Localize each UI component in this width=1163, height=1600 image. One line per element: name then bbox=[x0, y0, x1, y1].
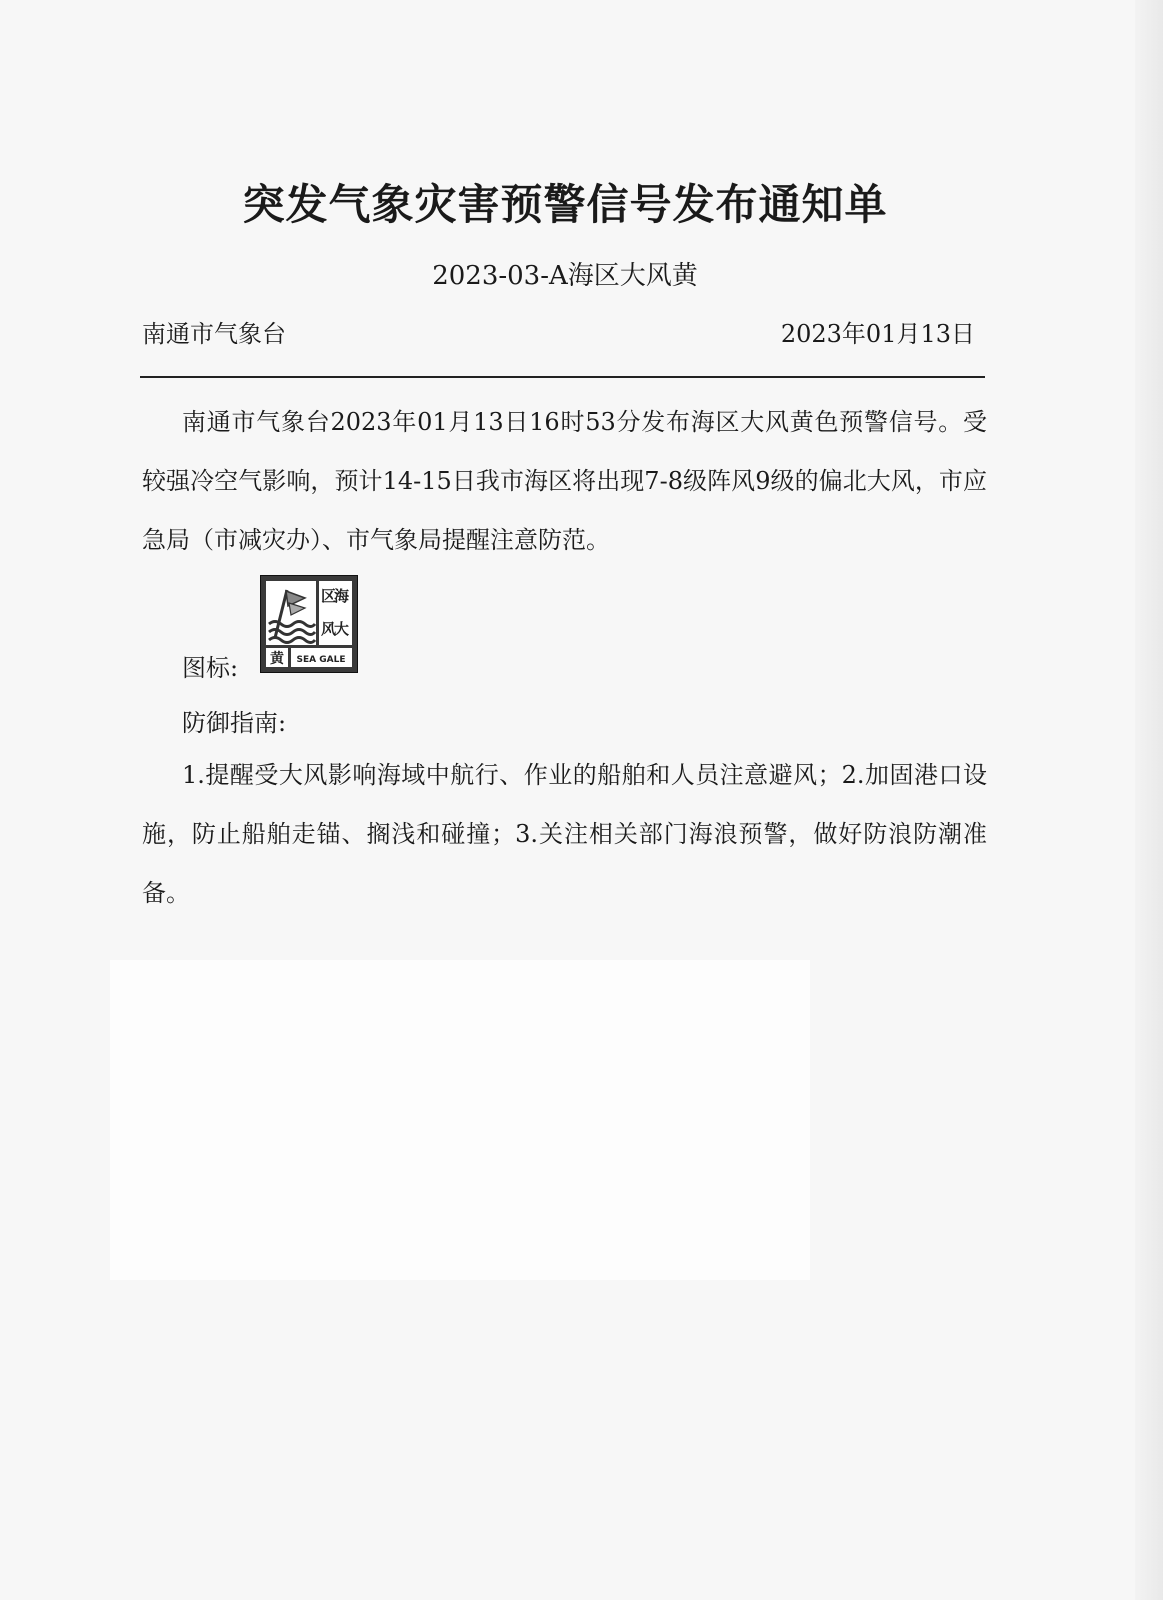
sea-gale-warning-icon bbox=[260, 575, 358, 673]
defense-guide-heading: 防御指南: bbox=[182, 709, 287, 737]
scan-light-patch bbox=[110, 960, 810, 1280]
sea-gale-icon-graphic bbox=[261, 576, 357, 672]
icon-label: 图标: bbox=[182, 654, 239, 682]
defense-guide-paragraph: 1.提醒受大风影响海域中航行、作业的船舶和人员注意避风；2.加固港口设施，防止船舶走锚、搁浅和碰撞；3.关注相关部门海浪预警，做好防浪防潮准备。 bbox=[142, 761, 987, 907]
icon-en-text: SEA GALE bbox=[296, 655, 346, 665]
document-subtitle: 2023-03-A海区大风黄 bbox=[432, 261, 698, 291]
issuer-name: 南通市气象台 bbox=[142, 320, 286, 348]
scan-edge-shadow bbox=[1135, 0, 1163, 1600]
document-title: 突发气象灾害预警信号发布通知单 bbox=[242, 180, 888, 229]
warning-body-paragraph: 南通市气象台2023年01月13日16时53分发布海区大风黄色预警信号。受较强冷空气影响，预计14-15日我市海区将出现7-8级阵风9级的偏北大风，市应急局（市减灾办）、市气象局提醒注意防范。 bbox=[142, 408, 987, 554]
icon-cn-text-1: 海区大风 bbox=[321, 587, 350, 638]
icon-level-text: 黄 bbox=[270, 651, 284, 667]
issue-date: 2023年01月13日 bbox=[780, 320, 975, 348]
header-divider bbox=[140, 376, 985, 378]
